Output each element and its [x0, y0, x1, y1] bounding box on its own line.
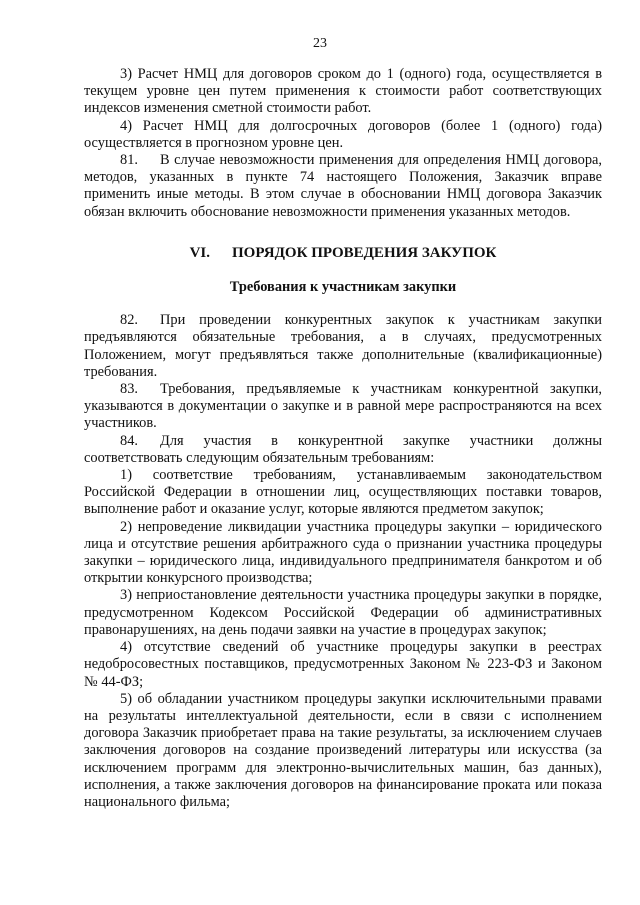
requirement-3: 3) неприостановление деятельности участника процедуры закупки в порядке, предусмотренном Кодексом Российской Федерации об административных правонарушениях, на день подачи заявки на участие в процедурах закупок;	[84, 587, 602, 638]
requirement-2: 2) непроведение ликвидации участника процедуры закупки – юридического лица и отсутствие решения арбитражного суда о признании участника процедуры закупки – юридического лица, индивидуального предпринимателя банкротом и об открытии конкурсного производства;	[84, 518, 602, 587]
paragraph-text: Требования, предъявляемые к участникам конкурентной закупки, указываются в документации о закупке и в равной мере распространяются на всех участников.	[84, 381, 602, 432]
paragraph-text: В случае невозможности применения для определения НМЦ договора, методов, указанных в пункте 74 настоящего Положения, Заказчик вправе применить иные методы. В этом случае в обосновании НМЦ договора Заказчик обязан включить обоснование невозможности применения указанных методов.	[84, 152, 602, 220]
requirement-1: 1) соответствие требованиям, устанавливаемым законодательством Российской Федерации в отношении лиц, осуществляющих поставки товаров, выполнение работ и оказание услуг, которые являются предметом закупок;	[84, 467, 602, 518]
section-heading	[84, 245, 602, 262]
paragraph-text: При проведении конкурентных закупок к участникам закупки предъявляются обязательные требования, а в случаях, предусмотренных Положением, могут предъявляться также дополнительные (квалификационные) требования.	[84, 312, 602, 380]
requirement-5: 5) об обладании участником процедуры закупки исключительными правами на результаты интеллектуальной деятельности, если в связи с исполнением договора Заказчик приобретает права на такие результаты, за исключением случаев заключения договоров на создание произведений литературы или искусства (за исключением программ для электронно-вычислительных машин, баз данных), исполнения, а также заключения договоров на финансирование проката или показа национального фильма;	[84, 690, 602, 810]
paragraph-4: 4) Расчет НМЦ для долгосрочных договоров (более 1 (одного) года) осуществляется в прогнозном уровне цен.	[84, 117, 602, 151]
requirement-4: 4) отсутствие сведений об участнике процедуры закупки в реестрах недобросовестных поставщиков, предусмотренных Законом № 223-ФЗ и Законом № 44-ФЗ;	[84, 639, 602, 690]
section-number: VI.	[189, 244, 210, 261]
paragraph-82	[84, 312, 602, 381]
paragraph-3: 3) Расчет НМЦ для договоров сроком до 1 (одного) года, осуществляется в текущем уровне цен путем применения к стоимости работ соответствующих индексов изменения сметной стоимости работ.	[84, 66, 602, 117]
paragraph-number: 82.	[120, 312, 138, 329]
paragraph-text: Для участия в конкурентной закупке участники должны соответствовать следующим обязательным требованиям:	[84, 432, 602, 466]
page-number: 23	[313, 36, 327, 51]
paragraph-81	[84, 152, 602, 221]
paragraph-number: 84.	[120, 432, 138, 449]
paragraph-number: 83.	[120, 381, 138, 398]
section-title: ПОРЯДОК ПРОВЕДЕНИЯ ЗАКУПОК	[232, 244, 497, 261]
paragraph-83	[84, 381, 602, 433]
paragraph-84	[84, 433, 602, 467]
paragraph-number: 81.	[120, 152, 138, 169]
document-body	[84, 66, 602, 811]
subsection-heading: Требования к участникам закупки	[229, 279, 457, 296]
